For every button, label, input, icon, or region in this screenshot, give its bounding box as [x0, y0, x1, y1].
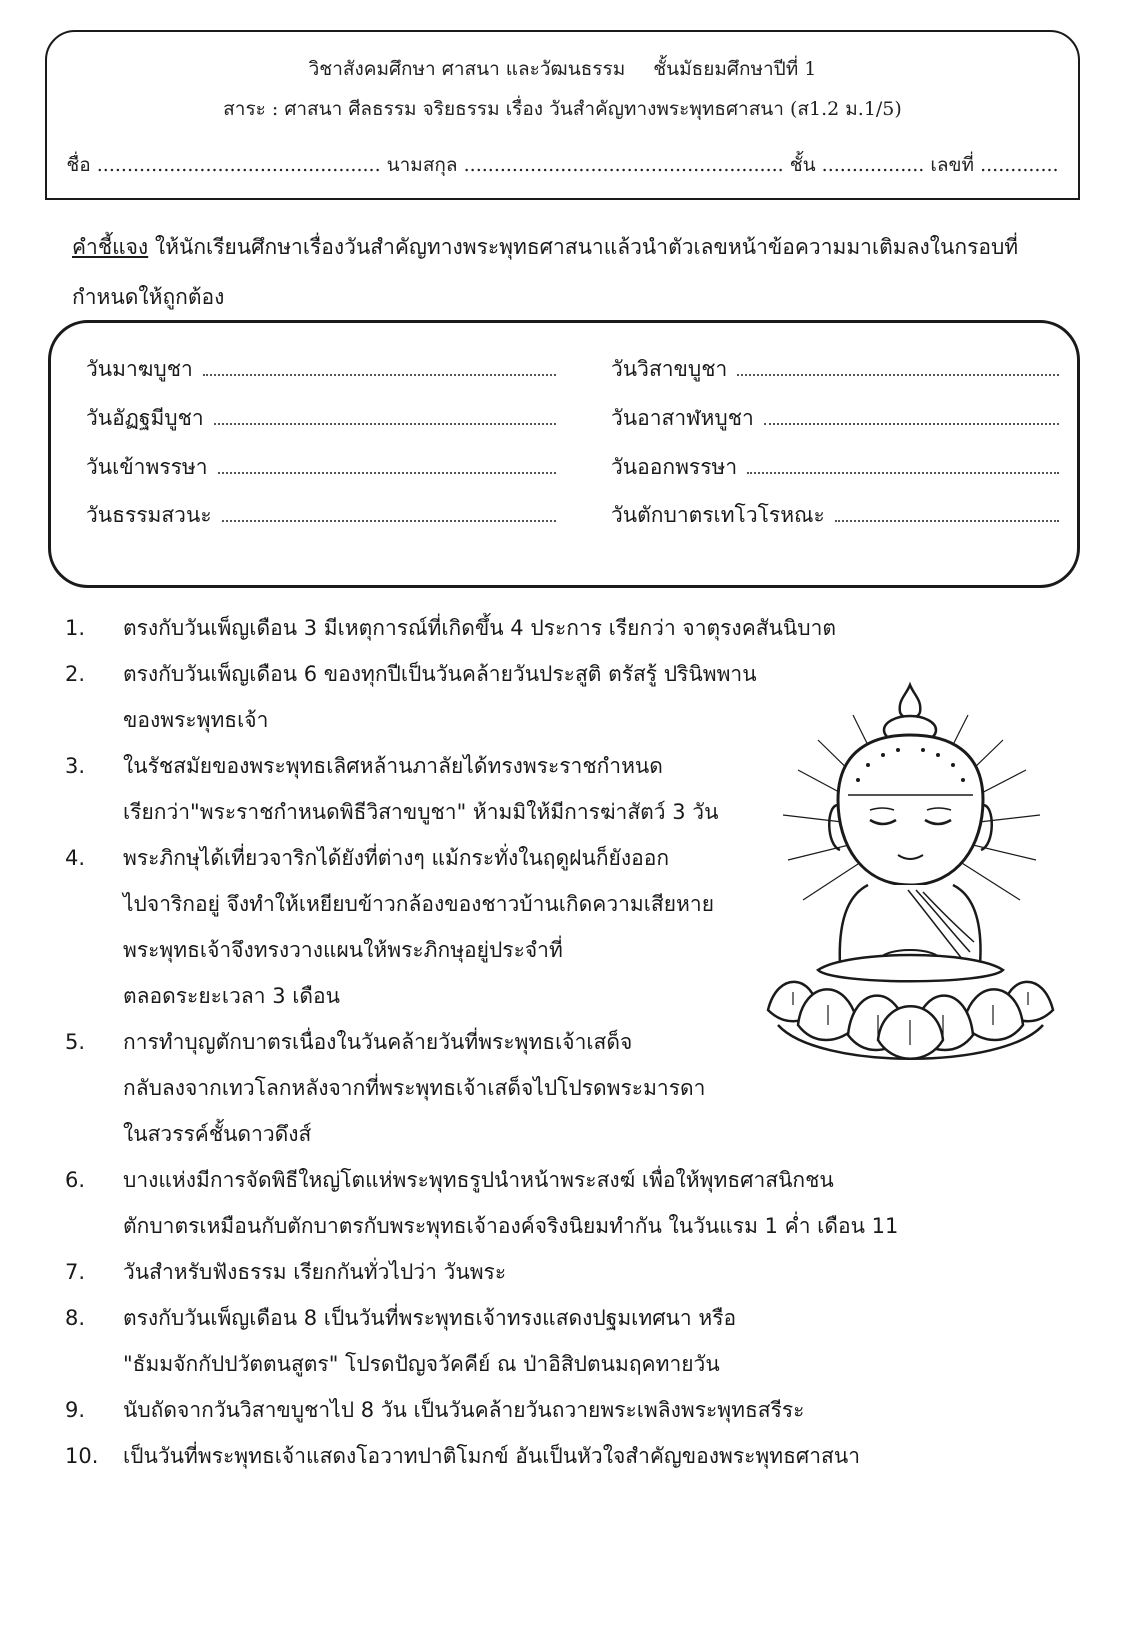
header-subject-line: [47, 54, 1078, 84]
answer-blank[interactable]: [222, 502, 556, 522]
instructions-label: คำชี้แจง: [72, 235, 149, 259]
answer-blank[interactable]: [203, 356, 556, 376]
statement-line: การทำบุญตักบาตรเนื่องในวันคล้ายวันที่พระพุทธเจ้าเสด็จ: [123, 1030, 633, 1054]
statement-line: พระพุทธเจ้าจึงทรงวางแผนให้พระภิกษุอยู่ประจำที่: [123, 938, 563, 962]
day-label: วันอัฏฐมีบูชา: [86, 406, 204, 430]
day-label: วันวิสาขบูชา: [611, 357, 728, 381]
statement-number: 2.: [65, 662, 86, 686]
statement-number: 8.: [65, 1306, 86, 1330]
statement-line: เรียกว่า"พระราชกำหนดพิธีวิสาขบูชา" ห้ามมิให้มีการฆ่าสัตว์ 3 วัน: [123, 800, 719, 824]
day-field: [611, 402, 1059, 435]
statement-line: ในรัชสมัยของพระพุทธเลิศหล้านภาลัยได้ทรงพระราชกำหนด: [123, 754, 663, 778]
day-field: [86, 499, 556, 532]
instructions-text: ให้นักเรียนศึกษาเรื่องวันสำคัญทางพระพุทธศาสนาแล้วนำตัวเลขหน้าข้อความมาเติมลงในกรอบที่กำหนดให้ถูกต้อง: [72, 235, 1019, 309]
day-row: [86, 353, 1046, 383]
day-field: [86, 353, 556, 386]
day-row: [86, 499, 1046, 529]
day-label: วันเข้าพรรษา: [86, 455, 208, 479]
subject-title: วิชาสังคมศึกษา ศาสนา และวัฒนธรรม: [308, 58, 626, 80]
statement-line: นับถัดจากวันวิสาขบูชาไป 8 วัน เป็นวันคล้ายวันถวายพระเพลิงพระพุทธสรีระ: [123, 1398, 805, 1422]
statement-number: 7.: [65, 1260, 86, 1284]
statement-line: วันสำหรับฟังธรรม เรียกกันทั่วไปว่า วันพระ: [123, 1260, 507, 1284]
statement-number: 10.: [65, 1444, 99, 1468]
student-info-line: ชื่อ ............................................... นามสกุล ..................................................... ชั้น ................. เลขที่ .............: [66, 154, 1059, 176]
grade-level: ชั้นมัธยมศึกษาปีที่ 1: [653, 58, 817, 80]
day-field: [611, 451, 1059, 484]
worksheet-header: [45, 30, 1080, 200]
statement-line: ตรงกับวันเพ็ญเดือน 6 ของทุกปีเป็นวันคล้ายวันประสูติ ตรัสรู้ ปรินิพพาน: [123, 662, 757, 686]
statement-line: ในสวรรค์ชั้นดาวดึงส์: [123, 1122, 312, 1146]
statement-line: ตักบาตรเหมือนกับตักบาตรกับพระพุทธเจ้าองค์จริงนิยมทำกัน ในวันแรม 1 ค่ำ เดือน 11: [123, 1214, 899, 1238]
statement-item: [65, 1157, 1095, 1249]
day-field: [86, 451, 556, 484]
answer-box: [48, 320, 1080, 588]
statement-item: [65, 1295, 1095, 1387]
day-label: วันธรรมสวนะ: [86, 503, 212, 527]
statement-line: ของพระพุทธเจ้า: [123, 708, 269, 732]
statement-line: บางแห่งมีการจัดพิธีใหญ่โตแห่พระพุทธรูปนำหน้าพระสงฆ์ เพื่อให้พุทธศาสนิกชน: [123, 1168, 834, 1192]
instructions: [72, 222, 1072, 322]
buddha-on-lotus-icon: [758, 680, 1063, 1075]
statement-item: [65, 1387, 1095, 1433]
answer-blank[interactable]: [747, 454, 1059, 474]
statement-number: 4.: [65, 846, 86, 870]
day-row: [86, 402, 1046, 432]
day-field: [86, 402, 556, 435]
statement-item: [65, 605, 1095, 651]
statement-item: [65, 1433, 1095, 1479]
day-field: [611, 353, 1059, 386]
statement-number: 1.: [65, 616, 86, 640]
statement-line: ตลอดระยะเวลา 3 เดือน: [123, 984, 341, 1008]
statement-line: ตรงกับวันเพ็ญเดือน 8 เป็นวันที่พระพุทธเจ้าทรงแสดงปฐมเทศนา หรือ: [123, 1306, 737, 1330]
statement-number: 3.: [65, 754, 86, 778]
day-row: [86, 451, 1046, 481]
day-label: วันอาสาฬหบูชา: [611, 406, 754, 430]
answer-blank[interactable]: [835, 502, 1059, 522]
day-label: วันออกพรรษา: [611, 455, 738, 479]
answer-blank[interactable]: [737, 356, 1059, 376]
day-label: วันมาฆบูชา: [86, 357, 193, 381]
answer-blank[interactable]: [764, 405, 1059, 425]
day-field: [611, 499, 1059, 532]
answer-blank[interactable]: [214, 405, 556, 425]
statement-line: เป็นวันที่พระพุทธเจ้าแสดงโอวาทปาติโมกข์ อันเป็นหัวใจสำคัญของพระพุทธศาสนา: [123, 1444, 861, 1468]
strand-line: สาระ : ศาสนา ศีลธรรม จริยธรรม เรื่อง วันสำคัญทางพระพุทธศาสนา (ส1.2 ม.1/5): [223, 98, 902, 120]
statement-line: "ธัมมจักกัปปวัตตนสูตร" โปรดปัญจวัคคีย์ ณ ป่าอิสิปตนมฤคทายวัน: [123, 1352, 720, 1376]
statement-item: [65, 1249, 1095, 1295]
statement-number: 6.: [65, 1168, 86, 1192]
day-label: วันตักบาตรเทโวโรหณะ: [611, 503, 825, 527]
statement-line: ไปจาริกอยู่ จึงทำให้เหยียบข้าวกล้องของชาวบ้านเกิดความเสียหาย: [123, 892, 714, 916]
statement-line: ตรงกับวันเพ็ญเดือน 3 มีเหตุการณ์ที่เกิดขึ้น 4 ประการ เรียกว่า จาตุรงคสันนิบาต: [123, 616, 837, 640]
statement-number: 9.: [65, 1398, 86, 1422]
answer-blank[interactable]: [218, 454, 556, 474]
statement-line: พระภิกษุได้เที่ยวจาริกได้ยังที่ต่างๆ แม้กระทั่งในฤดูฝนก็ยังออก: [123, 846, 670, 870]
statement-number: 5.: [65, 1030, 86, 1054]
statement-line: กลับลงจากเทวโลกหลังจากที่พระพุทธเจ้าเสด็จไปโปรดพระมารดา: [123, 1076, 706, 1100]
